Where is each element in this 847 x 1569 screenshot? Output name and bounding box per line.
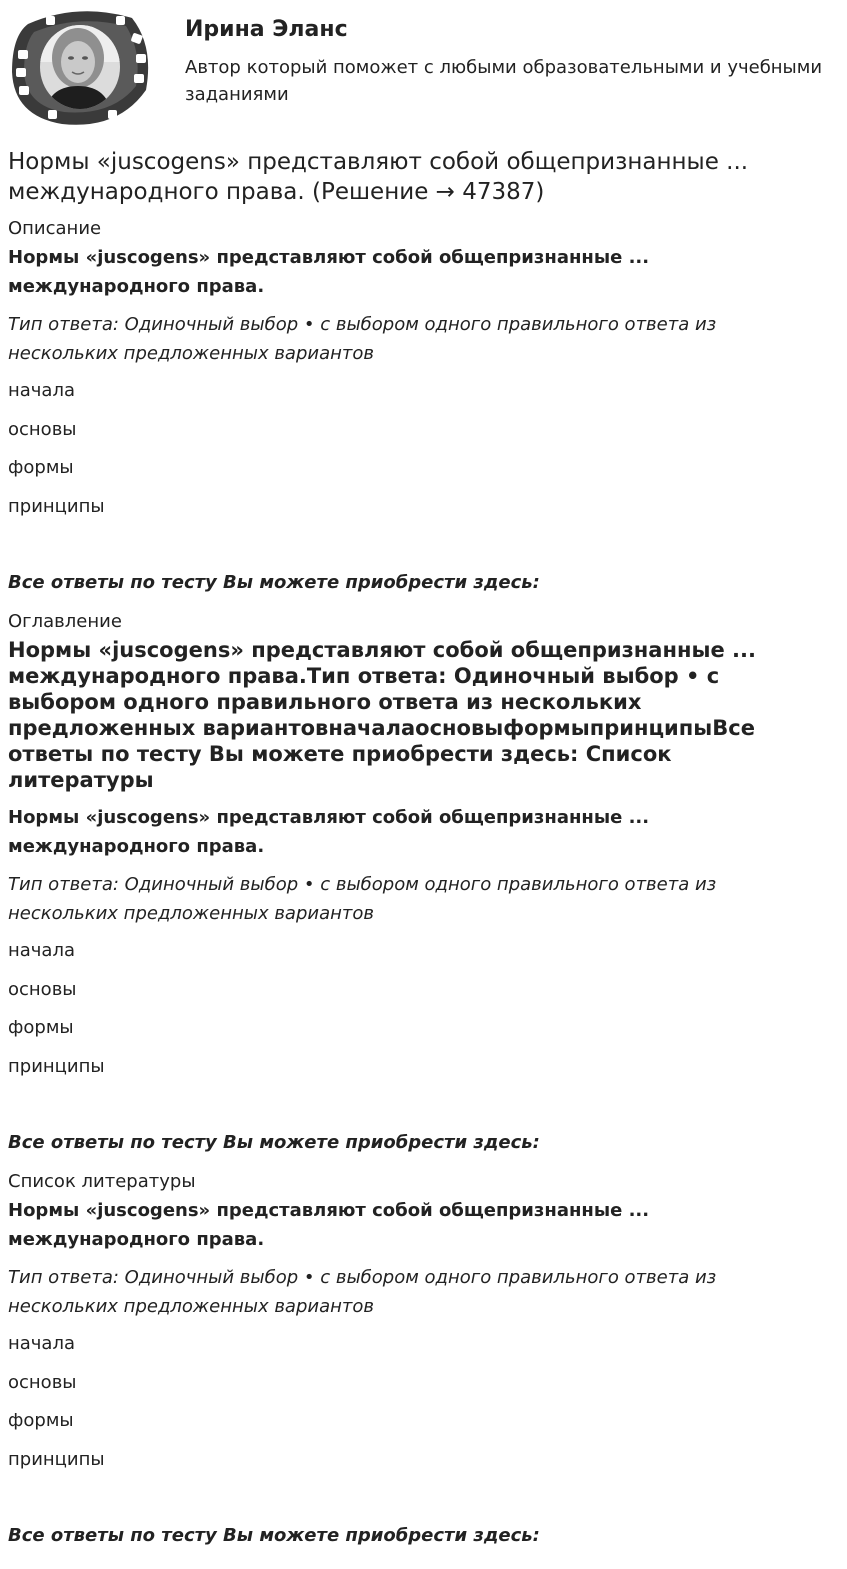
option-item: формы [8, 1410, 74, 1431]
option-item: основы [8, 979, 77, 1000]
author-description: Автор который поможет с любыми образовательными и учебными заданиями [185, 57, 823, 105]
section-label-literature: Список литературы [8, 1171, 196, 1192]
option-item: начала [8, 1333, 75, 1354]
page-title: Нормы «juscogens» представляют собой общепризнанные ... международного права. (Решение → 47387) [8, 149, 749, 205]
option-item: принципы [8, 1449, 105, 1470]
buy-answers-text: Все ответы по тесту Вы можете приобрести здесь: [8, 572, 540, 593]
question-text: Нормы «juscogens» представляют собой общепризнанные ... международного права. [8, 807, 650, 857]
avatar [8, 6, 152, 128]
option-item: формы [8, 457, 74, 478]
answer-type: Тип ответа: Одиночный выбор • с выбором одного правильного ответа из нескольких предложенных вариантов [8, 314, 717, 364]
answer-type: Тип ответа: Одиночный выбор • с выбором одного правильного ответа из нескольких предложенных вариантов [8, 1267, 717, 1317]
question-text: Нормы «juscogens» представляют собой общепризнанные ... международного права. [8, 1200, 650, 1250]
option-item: начала [8, 380, 75, 401]
film-frame-avatar-icon [8, 6, 152, 128]
option-item: основы [8, 1372, 77, 1393]
answer-type: Тип ответа: Одиночный выбор • с выбором одного правильного ответа из нескольких предложенных вариантов [8, 874, 717, 924]
buy-answers-text: Все ответы по тесту Вы можете приобрести здесь: [8, 1132, 540, 1153]
buy-answers-text: Все ответы по тесту Вы можете приобрести здесь: [8, 1525, 540, 1546]
option-item: начала [8, 940, 75, 961]
section-label-toc: Оглавление [8, 611, 122, 632]
option-item: формы [8, 1017, 74, 1038]
toc-body: Нормы «juscogens» представляют собой общепризнанные ... международного права.Тип ответа: Одиночный выбор • с выбором одного правильного ответа из нескольких предложенных вариантовначалаосновыформыпринципыВсе ответы по тесту Вы можете приобрести здесь: Список литературы [8, 638, 756, 792]
question-text: Нормы «juscogens» представляют собой общепризнанные ... международного права. [8, 247, 650, 297]
author-name: Ирина Эланс [185, 17, 348, 42]
author-header [8, 6, 839, 128]
section-label-description: Описание [8, 218, 102, 239]
option-item: основы [8, 419, 77, 440]
option-item: принципы [8, 496, 105, 517]
option-item: принципы [8, 1056, 105, 1077]
